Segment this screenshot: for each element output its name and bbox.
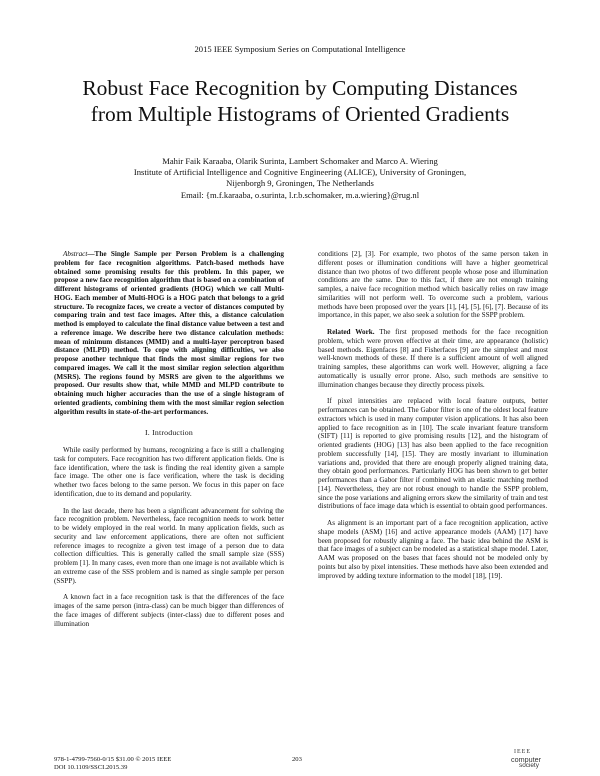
abstract-lead: Abstract	[63, 250, 88, 258]
left-column	[54, 250, 284, 628]
affiliation-line-2: Nijenborgh 9, Groningen, The Netherlands	[226, 178, 374, 189]
abstract	[54, 250, 284, 416]
right-paragraph-1: conditions [2], [3]. For example, two photos of the same person taken in different poses or illumination conditions will have a higher geometrical distance than two photos of two different people whose pose and illumination conditions are the same. Due to this fact, if there are not enough training samples, a naive face recognition method which basically relies on raw image similarities will not perform well. To overcome such a problem, various methods have been proposed over the years [1], [4], [5], [6], [7]. Because of its importance, in this paper, we also seek a solution for the SSPP problem.	[318, 250, 548, 320]
intro-paragraph-1: While easily performed by humans, recognizing a face is still a challenging task for computers. Face recognition has two different application fields. One is face identification, where the task is finding the real identity given a sample face image. The other one is face verification, where the task is deciding whether two faces belong to the same person. We focus in this paper on face identification, due to its demand and popularity.	[54, 446, 284, 498]
title-line-1: Robust Face Recognition by Computing Distances	[82, 76, 518, 100]
intro-paragraph-3: A known fact in a face recognition task is that the differences of the face images of the same person (intra-class) can be much bigger than differences of the face images of different subjects (inter-class) due to different poses and illumination	[54, 593, 284, 628]
title-line-2: from Multiple Histograms of Oriented Gradients	[90, 102, 510, 126]
related-work-heading: Related Work.	[327, 328, 375, 336]
page-number: 203	[292, 756, 302, 763]
footer-isbn: 978-1-4799-7560-0/15 $31.00 © 2015 IEEE	[54, 756, 172, 763]
right-column	[318, 250, 548, 580]
conference-header: 2015 IEEE Symposium Series on Computational Intelligence	[194, 44, 406, 54]
abstract-text: The Single Sample per Person Problem is a challenging problem for face recognition algorithms. Patch-based methods have obtained some promising results for this problem. In this paper, we propose a new face recognition algorithm that is based on a combination of different histograms of oriented gradients (HOG) which we call Multi-HOG. Each member of Multi-HOG is a HOG patch that belongs to a grid structure. To recognize faces, we create a vector of distances computed by comparing train and test face images. After this, a distance calculation method is employed to calculate the final distance value between a test and a reference image. We describe here two distance calculation methods: mean of minimum distances (MMD) and a multi-layer perceptron based distance (MLPD) method. To cope with aligning difficulties, we also propose another technique that finds the most similar regions for two compared images. We call it the most similar region selection algorithm (MSRS). The regions found by MSRS are given to the algorithms we proposed. Our results show that, while MMD and MLPD contribute to obtaining much higher accuracies than the use of a single histogram of oriented gradients, combining them with the most similar region selection algorithm results in state-of-the-art performances.	[54, 250, 284, 416]
logo-mark: IEEE	[514, 749, 531, 755]
author-names: Mahir Faik Karaaba, Olarik Surinta, Lambert Schomaker and Marco A. Wiering	[162, 156, 438, 166]
footer-doi: DOI 10.1109/SSCI.2015.39	[54, 764, 128, 771]
logo-word-society: society	[519, 762, 539, 769]
footer-publication-info	[54, 756, 171, 772]
logo-word-computer: computer	[511, 755, 541, 764]
right-paragraph-3: If pixel intensities are replaced with local feature outputs, better performances can be obtained. The Gabor filter is one of the oldest local feature extractors which is used in many computer vision applications. It has also been applied to face recognition as in [10]. The scale invariant feature transform (SIFT) [11] is reported to give promising results [12], and the histogram of oriented gradients (HOG) [13] has also been applied to the face recognition problem successfully [14], [15]. They are mostly invariant to illumination variations and, provided that there are enough properly aligned training data, they obtain good performances. Particularly HOG has been shown to get better performances than a Gabor filter if combined with an elastic matching method [14]. Nevertheless, they are not robust enough to handle the SSPP problem, since the pose variations and aligning errors skew the similarity of train and test distributions of face image data which is essential to obtain good performances.	[318, 397, 548, 511]
author-block	[40, 156, 560, 201]
section-heading-introduction: I. Introduction	[144, 428, 194, 438]
author-emails: Email: {m.f.karaaba, o.surinta, l.r.b.schomaker, m.a.wiering}@rug.nl	[180, 189, 420, 200]
related-work-text: The first proposed methods for the face recognition problem, which were proven effective at their time, are appearance (holistic) based methods. Eigenfaces [8] and Fisherfaces [9] are the simplest and most well-known methods of these. If there is a sufficient amount of well aligned training samples, these algorithms can work well. However, aligning a face automatically is usually error prone. Also, such methods are sensitive to illumination changes because they directly process pixels.	[318, 328, 549, 389]
intro-paragraph-2: In the last decade, there has been a significant advancement for solving the face recognition problem. Nevertheless, face recognition needs to work better to be widely employed in the real world. In many application fields, such as security and law enforcement applications, there are often not sufficient reference images to recognize a given test image of a person due to data collection difficulties. This is generally called the small sample size (SSS) problem [1]. In many cases, even more than one image is not available which is an extreme case of the SSS problem and is named as single sample per person (SSPP).	[54, 506, 284, 585]
abstract-dash: —	[87, 250, 95, 258]
right-paragraph-4: As alignment is an important part of a face recognition application, active shape models (ASM) [16] and active appearance models (AAM) [17] have been proposed for robustly aligning a face. The basic idea behind the ASM is that face images of a subject can be modeled as a statistical shape model. Later, AAM was proposed on the bases that faces should not be modeled only by points but also by pixel intensities. These methods have also been extended and improved by adding texture information to the model [18], [19].	[318, 519, 548, 580]
paper-title	[40, 75, 560, 127]
computer-society-logo	[506, 749, 552, 771]
affiliation-line-1: Institute of Artificial Intelligence and Cognitive Engineering (ALICE), University of Groningen,	[133, 167, 467, 178]
related-work-paragraph	[318, 328, 548, 389]
